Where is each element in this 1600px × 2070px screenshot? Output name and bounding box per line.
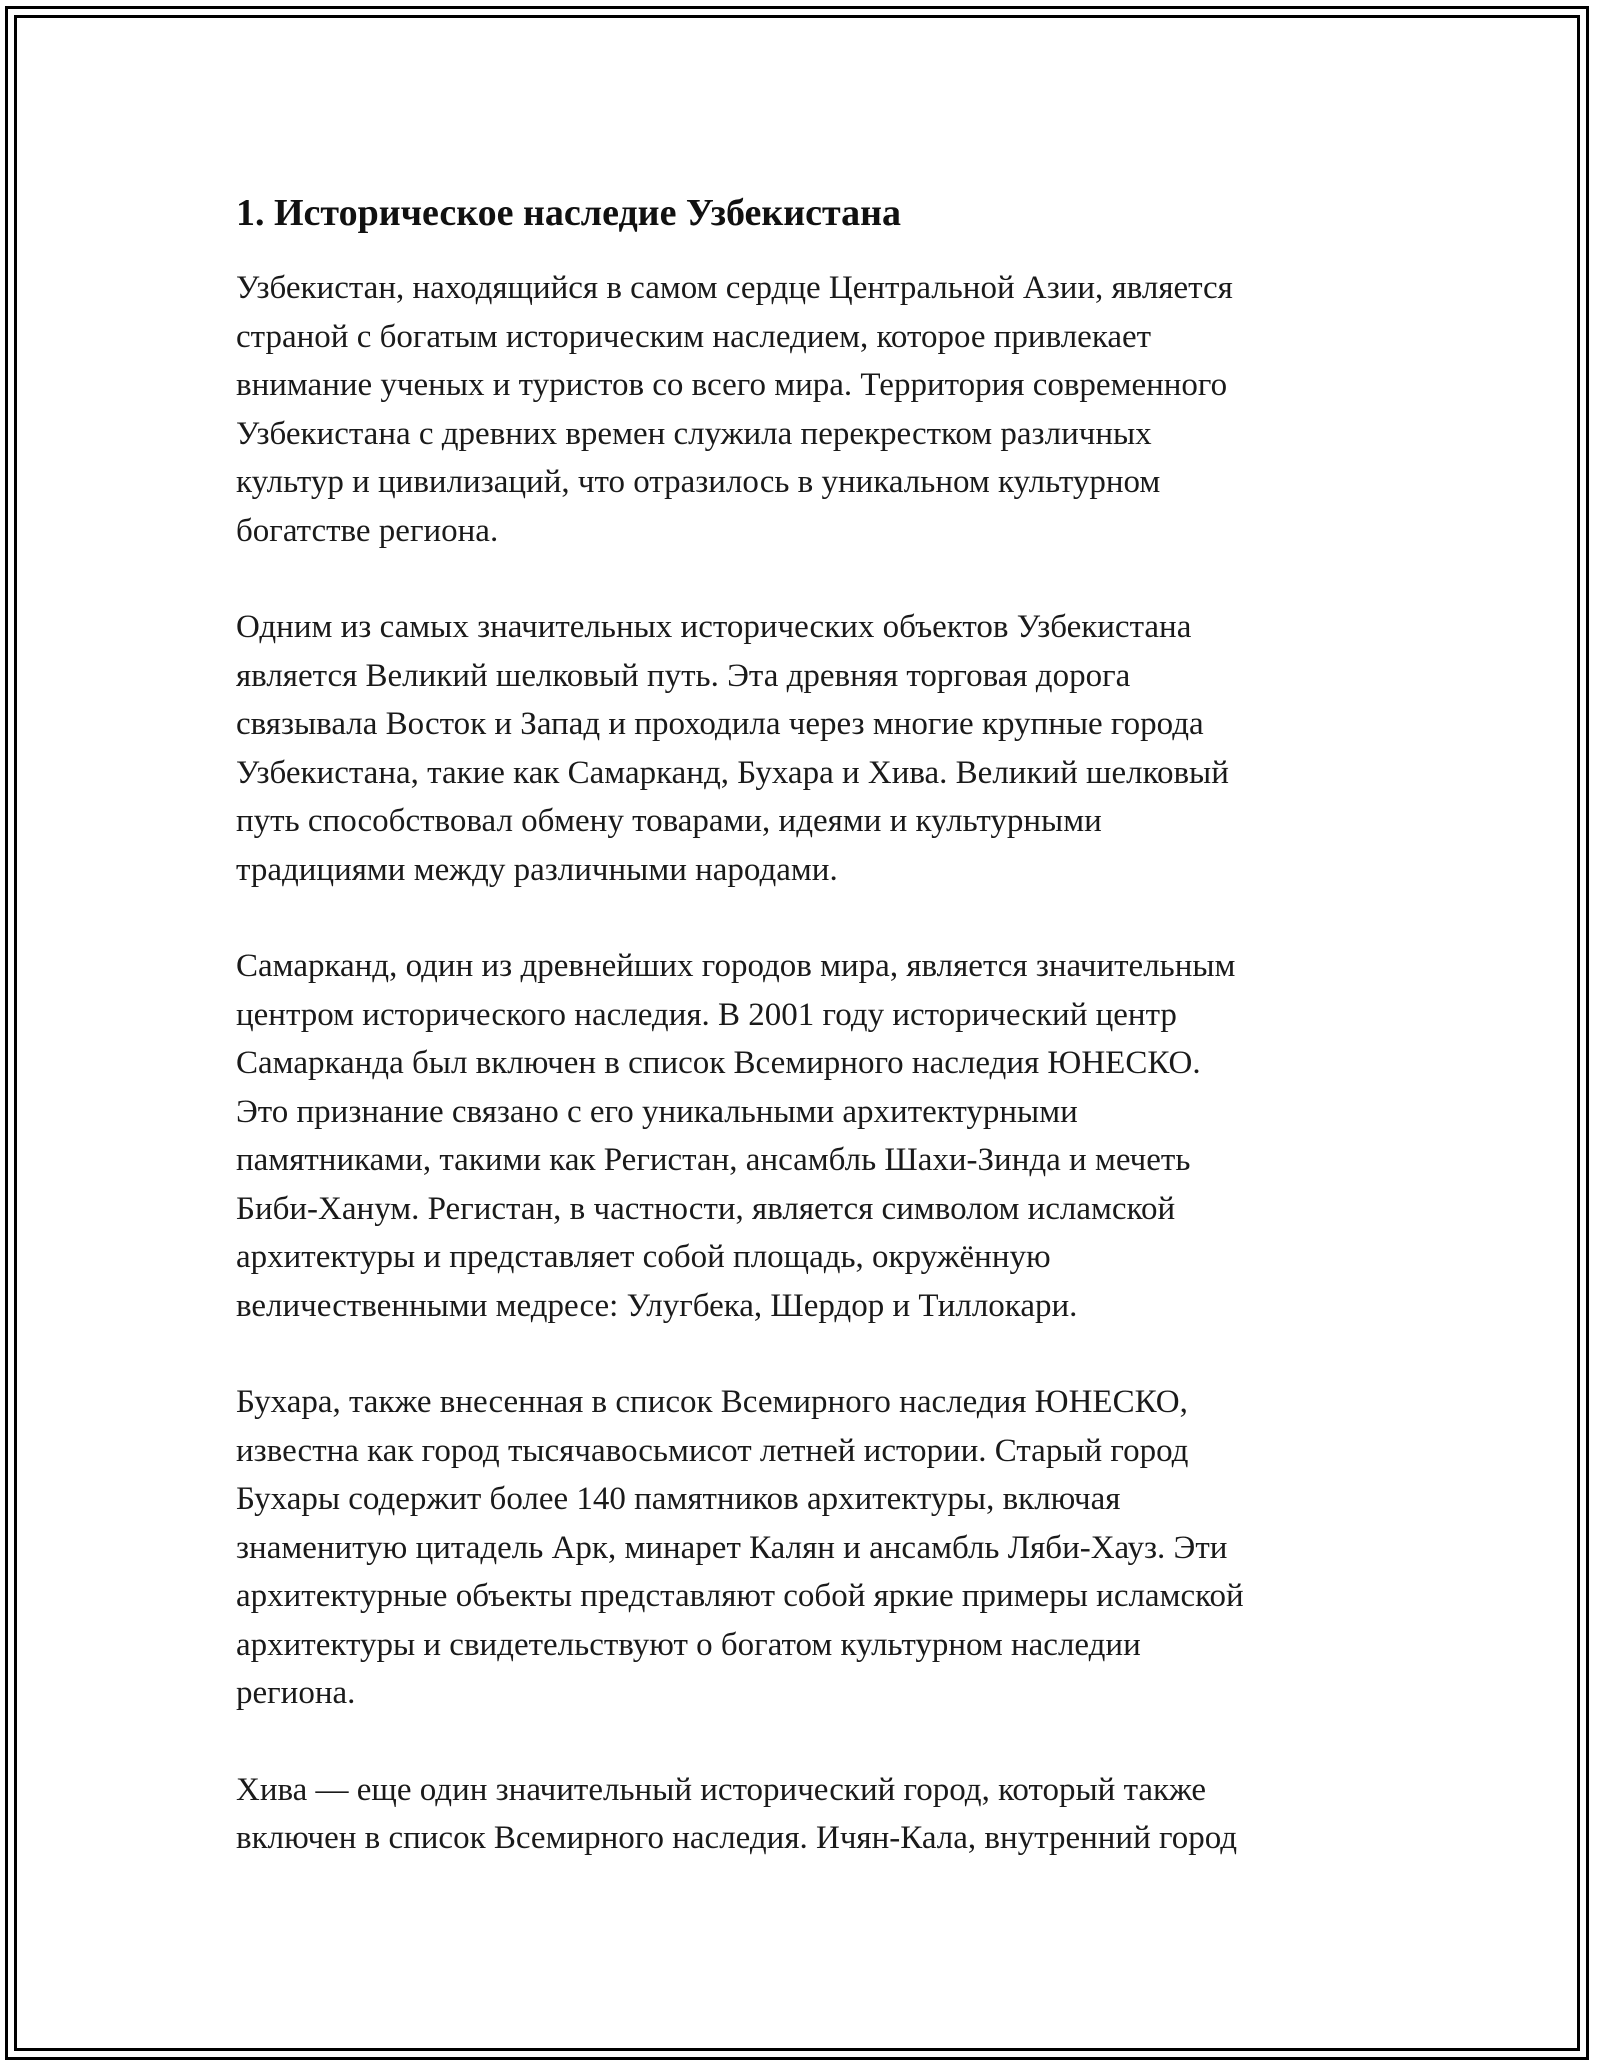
paragraph-intro [236,264,1396,555]
text-line: Одним из самых значительных исторических объектов Узбекистана [236,609,1192,645]
text-line: страной с богатым историческим наследием, которое привлекает [236,318,1152,355]
text-line: знаменитую цитадель Арк, минарет Калян и ансамбль Ляби-Хауз. Эти [236,1529,1228,1566]
text-line: памятниками, такими как Регистан, ансамбль Шахи-Зинда и мечеть [236,1142,1191,1178]
text-line: архитектуры и свидетельствуют о богатом культурном наследии [236,1626,1141,1663]
text-line: Биби-Ханум. Регистан, в частности, является символом исламской [236,1190,1176,1227]
text-line: является Великий шелковый путь. Эта древняя торговая дорога [236,657,1131,694]
text-line: Узбекистана с древних времен служила перекрестком различных [236,415,1152,452]
text-line: центром исторического наследия. В 2001 году исторический центр [236,996,1177,1033]
text-line: величественными медресе: Улугбека, Шердор и Тиллокари. [236,1287,1078,1324]
text-line: Самарканд, один из древнейших городов мира, является значительным [236,948,1236,984]
document-body [236,186,1396,1911]
text-line: путь способствовал обмену товарами, идеями и культурными [236,803,1102,839]
text-line: известна как город тысячавосьмисот летней истории. Старый город [236,1432,1189,1469]
text-line: архитектурные объекты представляют собой яркие примеры исламской [236,1578,1244,1614]
text-line: Узбекистан, находящийся в самом сердце Центральной Азии, является [236,270,1233,306]
text-line: связывала Восток и Запад и проходила через многие крупные города [236,706,1204,742]
section-heading: 1. Историческое наследие Узбекистана [236,192,902,234]
text-line: Узбекистана, такие как Самарканд, Бухара и Хива. Великий шелковый [236,754,1229,791]
text-line: внимание ученых и туристов со всего мира. Территория современного [236,367,1228,403]
text-line: Это признание связано с его уникальными архитектурными [236,1093,1078,1130]
text-line: Бухара, также внесенная в список Всемирного наследия ЮНЕСКО, [236,1384,1188,1420]
text-line: Хива — еще один значительный исторический город, который также [236,1771,1207,1808]
text-line: включен в список Всемирного наследия. Ичян-Кала, внутренний город [236,1820,1238,1856]
text-line: Бухары содержит более 140 памятников архитектуры, включая [236,1481,1121,1517]
text-line: культур и цивилизаций, что отразилось в уникальном культурном [236,464,1161,500]
text-line: Самарканда был включен в список Всемирного наследия ЮНЕСКО. [236,1045,1201,1081]
text-line: региона. [236,1675,356,1711]
paragraph-samarkand [236,942,1396,1330]
text-line: традициями между различными народами. [236,851,838,888]
paragraph-bukhara [236,1378,1396,1718]
text-line: архитектуры и представляет собой площадь, окружённую [236,1239,1051,1275]
paragraph-khiva [236,1766,1396,1863]
text-line: богатстве региона. [236,512,499,549]
paragraph-silk-road [236,603,1396,894]
